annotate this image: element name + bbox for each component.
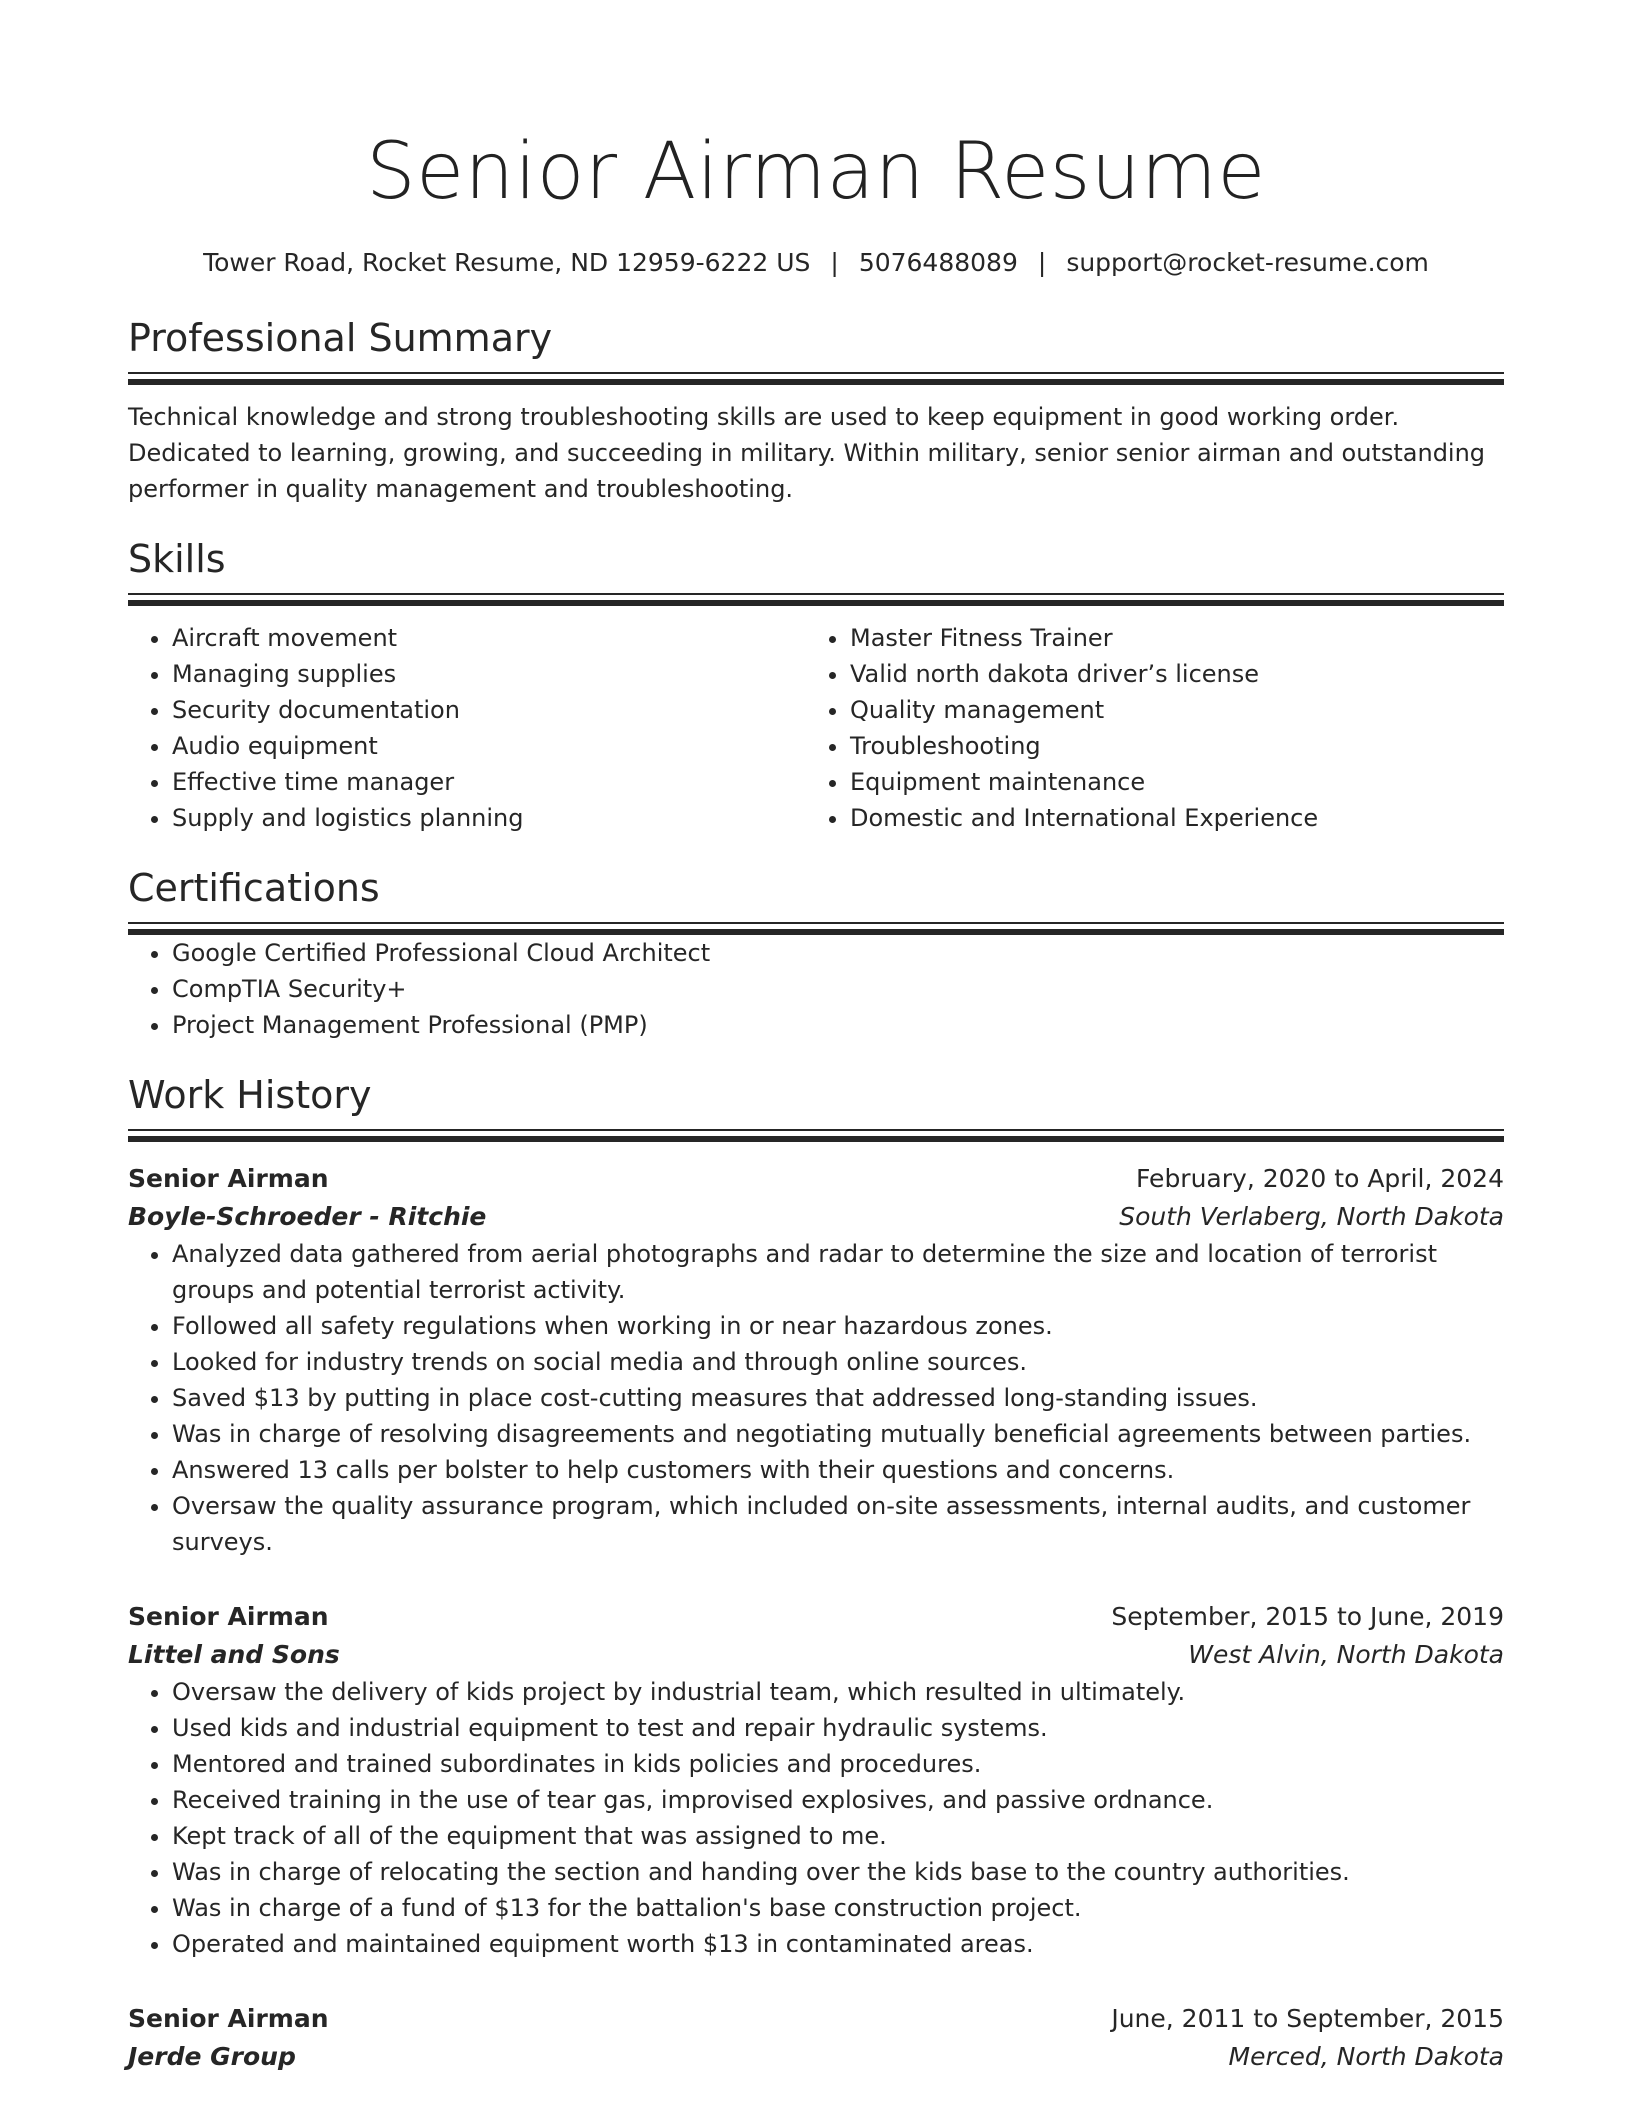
resume-title: Senior Airman Resume [366,127,1266,217]
job-company: Boyle-Schroeder - Ritchie [128,1202,487,1231]
section-divider [128,1129,1504,1131]
skill-item: • Equipment maintenance [850,764,1484,800]
job-dates: February, 2020 to April, 2024 [1136,1164,1504,1193]
job-bullet: • Was in charge of a fund of $13 for the battalion's base construction project. [172,1890,1504,1926]
job-company-row [128,1198,1504,1236]
job-header-row [128,1598,1504,1636]
job-title: Senior Airman [128,1164,329,1193]
certification-item: • Project Management Professional (PMP) [172,1007,1504,1043]
contact-address: Tower Road, Rocket Resume, ND 12959-6222 US [203,248,811,277]
job-entry [128,1160,1504,1560]
skills-list-left [128,620,806,836]
skills-list-right [806,620,1484,836]
job-bullet: • Oversaw the delivery of kids project by industrial team, which resulted in ultimately. [172,1674,1504,1710]
job-bullet: • Answered 13 calls per bolster to help customers with their questions and concerns. [172,1452,1504,1488]
job-company: Jerde Group [128,2042,296,2071]
job-entry [128,2000,1504,2076]
certifications-section [128,864,1504,1043]
job-bullet: • Was in charge of relocating the section and handing over the kids base to the country authorities. [172,1854,1504,1890]
contact-line [128,246,1504,280]
skill-item: • Domestic and International Experience [850,800,1484,836]
skill-item: • Valid north dakota driver’s license [850,656,1484,692]
job-company-row [128,2038,1504,2076]
section-heading-certifications: Certifications [128,866,380,910]
job-dates: June, 2011 to September, 2015 [1111,2004,1504,2033]
job-entry [128,1598,1504,1962]
skill-item: • Security documentation [172,692,806,728]
job-bullet: • Mentored and trained subordinates in kids policies and procedures. [172,1746,1504,1782]
skill-item: • Aircraft movement [172,620,806,656]
contact-separator: | [830,248,839,277]
job-header-row [128,1160,1504,1198]
section-divider [128,593,1504,595]
job-dates: September, 2015 to June, 2019 [1111,1602,1504,1631]
skill-item: • Master Fitness Trainer [850,620,1484,656]
skill-item: • Quality management [850,692,1484,728]
job-title: Senior Airman [128,1602,329,1631]
job-bullet-list [128,1674,1504,1962]
section-divider-thick [128,379,1504,385]
contact-email: support@rocket-resume.com [1066,248,1429,277]
skill-item: • Audio equipment [172,728,806,764]
job-bullet: • Operated and maintained equipment worth $13 in contaminated areas. [172,1926,1504,1962]
job-bullet: • Received training in the use of tear gas, improvised explosives, and passive ordnance. [172,1782,1504,1818]
certification-item: • CompTIA Security+ [172,971,1504,1007]
job-company-row [128,1636,1504,1674]
skill-item: • Troubleshooting [850,728,1484,764]
job-bullet: • Analyzed data gathered from aerial photographs and radar to determine the size and location of terrorist groups and potential terrorist activity. [172,1236,1504,1308]
contact-separator: | [1037,248,1047,277]
job-bullet-list [128,1236,1504,1560]
skills-column-right [806,620,1484,836]
job-bullet: • Kept track of all of the equipment that was assigned to me. [172,1818,1504,1854]
skill-item: • Supply and logistics planning [172,800,806,836]
skills-grid [128,620,1504,836]
job-header-row [128,2000,1504,2038]
skills-column-left [128,620,806,836]
job-bullet: • Followed all safety regulations when working in or near hazardous zones. [172,1308,1504,1344]
job-bullet: • Oversaw the quality assurance program, which included on-site assessments, internal audits, and customer surveys. [172,1488,1504,1560]
professional-summary-section [128,314,1504,507]
summary-text: Technical knowledge and strong troubleshooting skills are used to keep equipment in good working order. Dedicated to learning, growing, and succeeding in military. Within military, senior senior airman and outstanding performer in quality management and troubleshooting. [128,403,1486,503]
job-title: Senior Airman [128,2004,329,2033]
certification-item: • Google Certified Professional Cloud Architect [172,935,1504,971]
job-location: South Verlaberg, North Dakota [1119,1202,1504,1231]
section-heading-work-history: Work History [128,1073,372,1117]
section-heading-skills: Skills [128,537,226,581]
resume-page [128,0,1504,2076]
job-location: Merced, North Dakota [1228,2042,1504,2071]
work-history-section [128,1071,1504,2076]
job-location: West Alvin, North Dakota [1188,1640,1504,1669]
skill-item: • Effective time manager [172,764,806,800]
job-bullet: • Was in charge of resolving disagreements and negotiating mutually beneficial agreements between parties. [172,1416,1504,1452]
section-divider-thick [128,1136,1504,1142]
contact-phone: 5076488089 [858,248,1018,277]
section-divider [128,922,1504,924]
job-bullet: • Saved $13 by putting in place cost-cutting measures that addressed long-standing issues. [172,1380,1504,1416]
section-divider-thick [128,600,1504,606]
certifications-list [128,935,1504,1043]
section-heading-summary: Professional Summary [128,316,553,360]
skill-item: • Managing supplies [172,656,806,692]
job-bullet: • Looked for industry trends on social media and through online sources. [172,1344,1504,1380]
job-bullet: • Used kids and industrial equipment to test and repair hydraulic systems. [172,1710,1504,1746]
skills-section [128,535,1504,836]
section-divider [128,372,1504,374]
job-company: Littel and Sons [128,1640,340,1669]
